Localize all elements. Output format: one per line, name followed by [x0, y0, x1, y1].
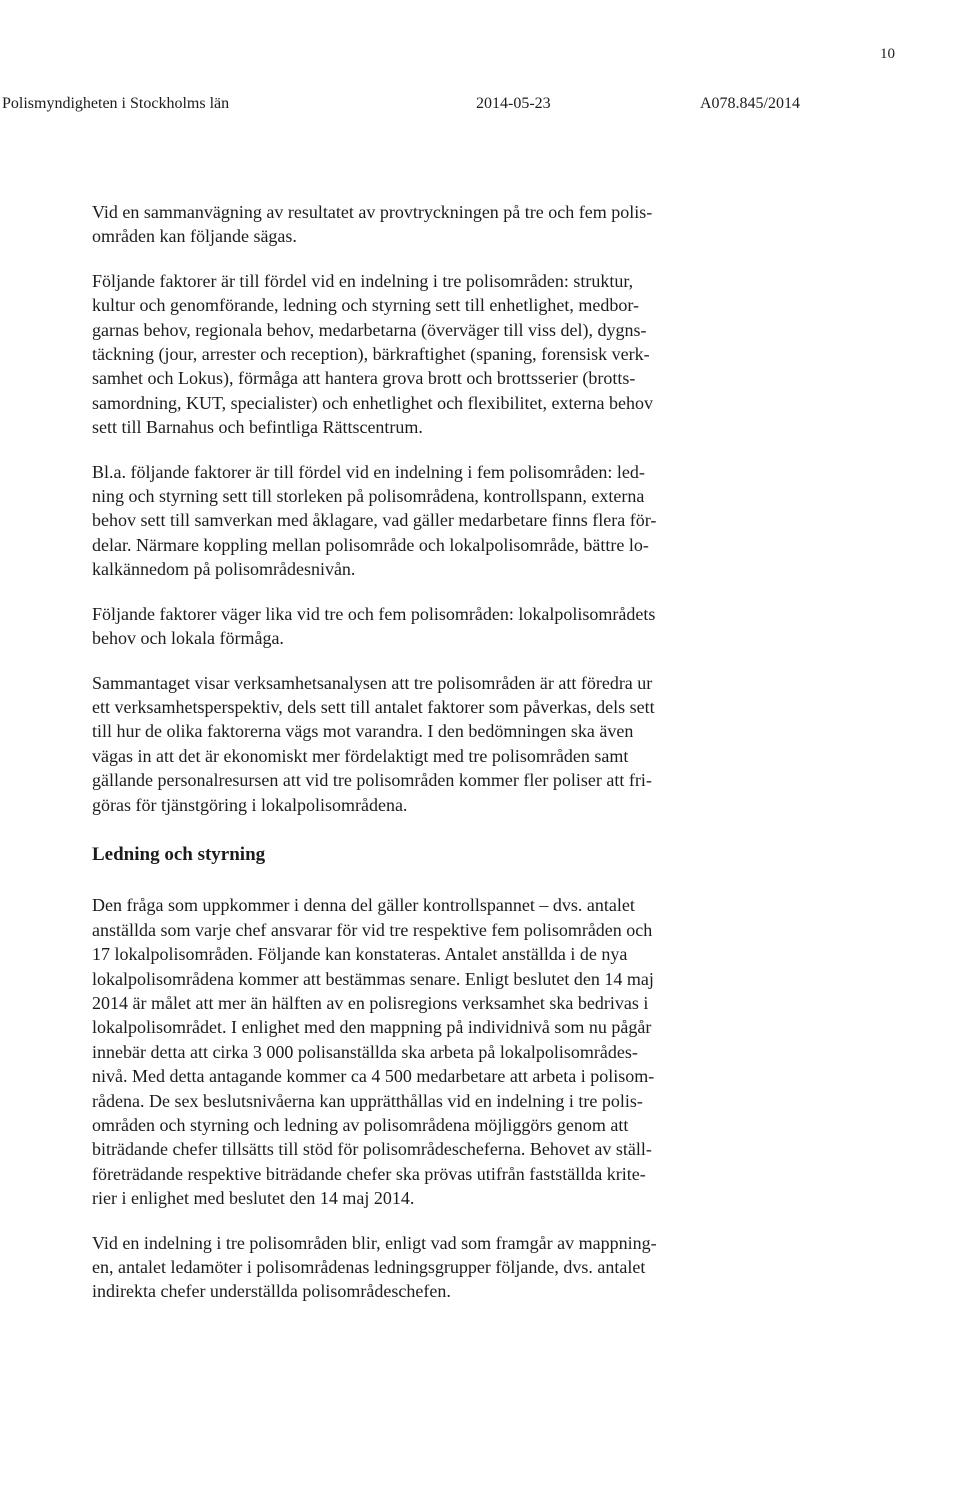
text-line: Bl.a. följande faktorer är till fördel vid en indelning i fem polisområden: led- [92, 461, 645, 482]
text-line: till hur de olika faktorerna vägs mot varandra. I den bedömningen ska även [92, 721, 634, 742]
text-line: delar. Närmare koppling mellan polisområde och lokalpolisområde, bättre lo- [92, 534, 649, 555]
text-line: innebär detta att cirka 3 000 polisanställda ska arbeta på lokalpolisområdes- [92, 1041, 638, 1062]
text-line: Sammantaget visar verksamhetsanalysen att tre polisområden är att föredra ur [92, 672, 653, 693]
text-line: ett verksamhetsperspektiv, dels sett till antalet faktorer som påverkas, dels sett [92, 696, 655, 717]
page-number: 10 [880, 46, 895, 62]
paragraph-five-areas-advantages [92, 460, 772, 582]
text-line: Följande faktorer är till fördel vid en indelning i tre polisområden: struktur, [92, 270, 634, 291]
text-line: samhet och Lokus), förmåga att hantera grova brott och brottsserier (brotts- [92, 368, 636, 389]
text-line: garnas behov, regionala behov, medarbetarna (överväger till viss del), dygns- [92, 319, 647, 340]
text-line: ning och styrning sett till storleken på polisområdena, kontrollspann, externa [92, 486, 645, 507]
text-line: Den fråga som uppkommer i denna del gäller kontrollspannet – dvs. antalet [92, 895, 635, 916]
document-body [92, 200, 772, 1304]
paragraph-intro [92, 200, 772, 249]
text-line: sett till Barnahus och befintliga Rättscentrum. [92, 417, 423, 438]
text-line: områden kan följande sägas. [92, 226, 297, 247]
document-header [0, 95, 960, 119]
text-line: samordning, KUT, specialister) och enhetlighet och flexibilitet, externa behov [92, 392, 653, 413]
text-line: behov sett till samverkan med åklagare, vad gäller medarbetare finns flera för- [92, 510, 657, 531]
paragraph-equal-factors [92, 602, 772, 651]
paragraph-summary [92, 671, 772, 817]
text-line: behov och lokala förmåga. [92, 628, 284, 649]
text-line: kalkännedom på polisområdesnivån. [92, 559, 356, 580]
header-reference: A078.845/2014 [700, 95, 800, 112]
header-date: 2014-05-23 [476, 95, 551, 112]
text-line: indirekta chefer underställda polisområdeschefen. [92, 1281, 451, 1302]
text-line: Vid en sammanvägning av resultatet av provtryckningen på tre och fem polis- [92, 202, 653, 222]
text-line: kultur och genomförande, ledning och styrning sett till enhetlighet, medbor- [92, 295, 640, 316]
paragraph-three-areas-advantages [92, 269, 772, 440]
paragraph-management-groups [92, 1231, 772, 1304]
text-line: företrädande respektive biträdande chefer ska prövas utifrån fastställda krite- [92, 1163, 646, 1184]
text-line: göras för tjänstgöring i lokalpolisområdena. [92, 794, 408, 815]
text-line: Följande faktorer väger lika vid tre och fem polisområden: lokalpolisområdets [92, 603, 656, 624]
text-line: 2014 är målet att mer än hälften av en polisregions verksamhet ska bedrivas i [92, 992, 649, 1013]
text-line: biträdande chefer tillsätts till stöd för polisområdescheferna. Behovet av ställ- [92, 1139, 652, 1160]
text-line: lokalpolisområdet. I enlighet med den mappning på individnivå som nu pågår [92, 1017, 652, 1038]
text-line: anställda som varje chef ansvarar för vid tre respektive fem polisområden och [92, 919, 653, 940]
text-line: 17 lokalpolisområden. Följande kan konstateras. Antalet anställda i de nya [92, 944, 628, 965]
text-line: en, antalet ledamöter i polisområdenas ledningsgrupper följande, dvs. antalet [92, 1257, 646, 1278]
text-line: nivå. Med detta antagande kommer ca 4 500 medarbetare att arbeta i polisom- [92, 1066, 655, 1087]
text-line: Vid en indelning i tre polisområden blir, enligt vad som framgår av mappning- [92, 1232, 657, 1253]
header-organization: Polismyndigheten i Stockholms län [2, 95, 230, 112]
text-line: täckning (jour, arrester och reception), bärkraftighet (spaning, forensisk verk- [92, 344, 650, 365]
text-line: rådena. De sex beslutsnivåerna kan upprätthållas vid en indelning i tre polis- [92, 1090, 643, 1111]
section-heading: Ledning och styrning [92, 843, 266, 865]
text-line: lokalpolisområdena kommer att bestämmas senare. Enligt beslutet den 14 maj [92, 968, 654, 989]
text-line: rier i enlighet med beslutet den 14 maj 2014. [92, 1188, 415, 1209]
text-line: områden och styrning och ledning av polisområdena möjliggörs genom att [92, 1115, 629, 1135]
paragraph-control-span [92, 893, 772, 1210]
text-line: gällande personalresursen att vid tre polisområden kommer fler poliser att fri- [92, 770, 652, 791]
text-line: vägas in att det är ekonomiskt mer fördelaktigt med tre polisområden samt [92, 745, 629, 766]
